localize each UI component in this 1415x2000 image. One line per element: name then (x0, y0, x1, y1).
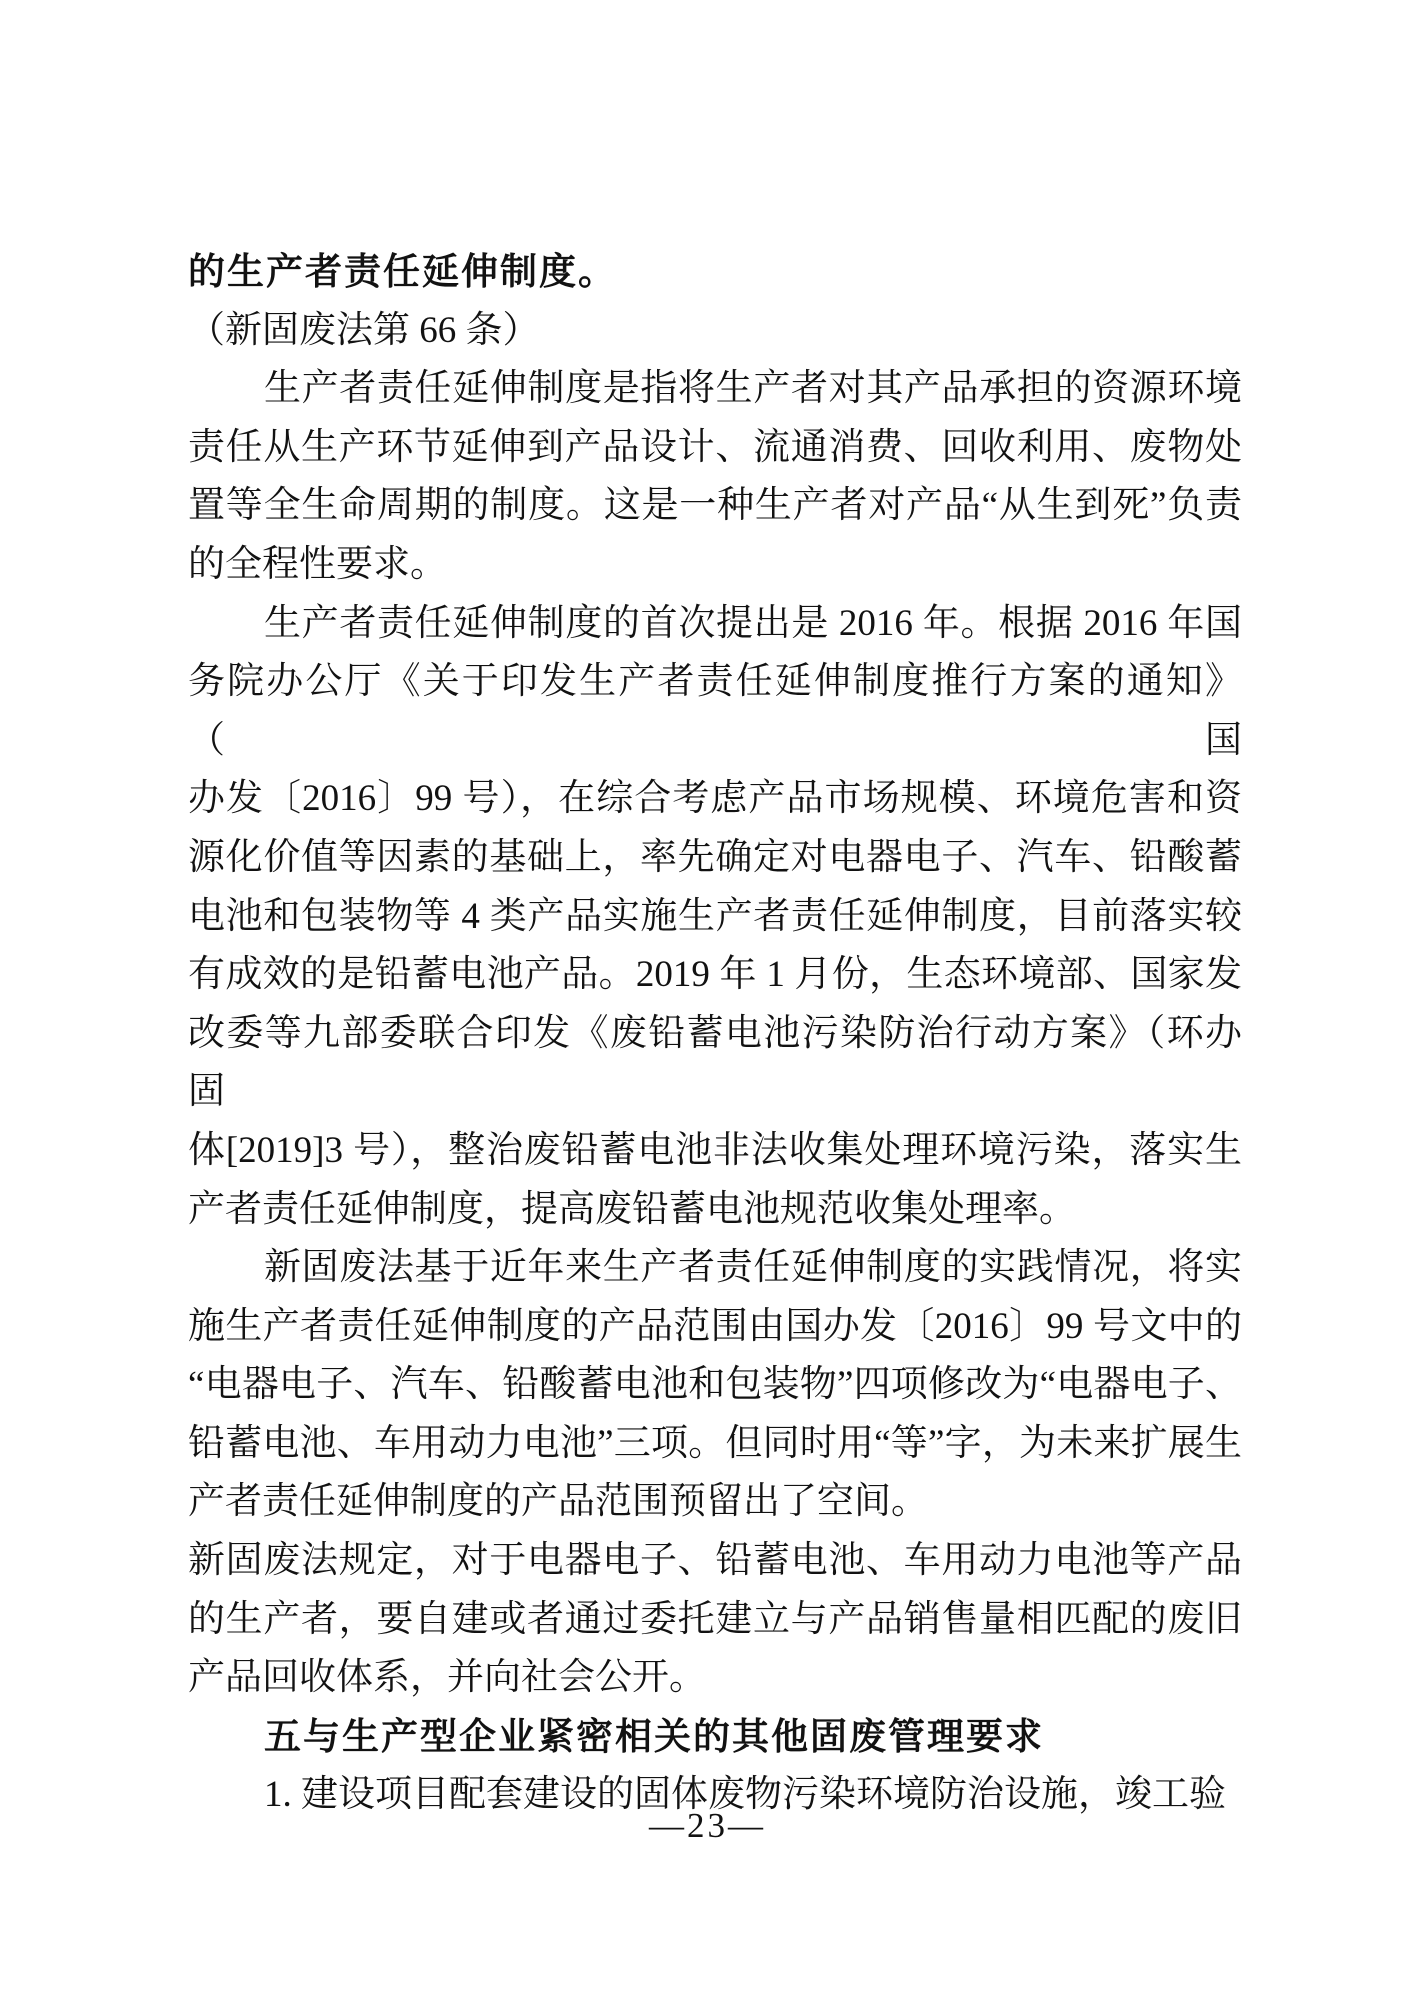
text-line: 置等全生命周期的制度。这是一种生产者对产品“从生到死”负责 (188, 485, 1242, 527)
page-number: —23— (649, 1806, 766, 1845)
text-line: 的全程性要求。 (188, 543, 447, 585)
text-line: 的生产者，要自建或者通过委托建立与产品销售量相匹配的废旧 (188, 1598, 1242, 1640)
section-leadin-bold (188, 243, 1242, 302)
text-line: “电器电子、汽车、铅酸蓄电池和包装物”四项修改为“电器电子、 (188, 1364, 1242, 1406)
text-line: 新固废法基于近年来生产者责任延伸制度的实践情况，将实 (264, 1247, 1242, 1289)
text-line: 产者责任延伸制度，提高废铅蓄电池规范收集处理率。 (188, 1188, 1076, 1230)
text-line: 生产者责任延伸制度的首次提出是 2016 年。根据 2016 年国 (264, 602, 1242, 644)
text-line: 体[2019]3 号），整治废铅蓄电池非法收集处理环境污染，落实生 (188, 1129, 1242, 1171)
text-line: 办发〔2016〕99 号），在综合考虑产品市场规模、环境危害和资 (188, 778, 1242, 820)
section-heading-five (188, 1708, 1242, 1767)
text-line: 有成效的是铅蓄电池产品。2019 年 1 月份，生态环境部、国家发 (188, 954, 1242, 996)
text-line: （新固废法第 66 条） (188, 309, 540, 351)
body-text (188, 243, 1242, 1825)
paragraph-scope-revision (188, 1239, 1242, 1532)
text-line: 产者责任延伸制度的产品范围预留出了空间。 (188, 1481, 928, 1523)
paragraph-definition (188, 360, 1242, 594)
law-article-reference (188, 302, 1242, 361)
text-line: 责任从生产环节延伸到产品设计、流通消费、回收利用、废物处 (188, 426, 1242, 468)
text-line: 铅蓄电池、车用动力电池”三项。但同时用“等”字，为未来扩展生 (188, 1422, 1242, 1464)
text-line: 1. 建设项目配套建设的固体废物污染环境防治设施，竣工验 (264, 1774, 1226, 1816)
text-line: 新固废法规定，对于电器电子、铅蓄电池、车用动力电池等产品 (188, 1540, 1242, 1582)
text-line: 生产者责任延伸制度是指将生产者对其产品承担的资源环境 (264, 368, 1242, 410)
text-line: 源化价值等因素的基础上，率先确定对电器电子、汽车、铅酸蓄 (188, 836, 1242, 878)
paragraph-recycling-requirement (188, 1532, 1242, 1708)
text-line: 五与生产型企业紧密相关的其他固废管理要求 (264, 1715, 1044, 1757)
text-line: 的生产者责任延伸制度。 (188, 251, 617, 292)
paragraph-history (188, 595, 1242, 1240)
text-line: 电池和包装物等 4 类产品实施生产者责任延伸制度，目前落实较 (188, 895, 1242, 937)
text-line: 施生产者责任延伸制度的产品范围由国办发〔2016〕99 号文中的 (188, 1305, 1242, 1347)
text-line: 改委等九部委联合印发《废铅蓄电池污染防治行动方案》（环办固 (188, 1012, 1242, 1113)
text-line: 产品回收体系，并向社会公开。 (188, 1657, 706, 1699)
text-line: 务院办公厅《关于印发生产者责任延伸制度推行方案的通知》（国 (188, 661, 1242, 761)
